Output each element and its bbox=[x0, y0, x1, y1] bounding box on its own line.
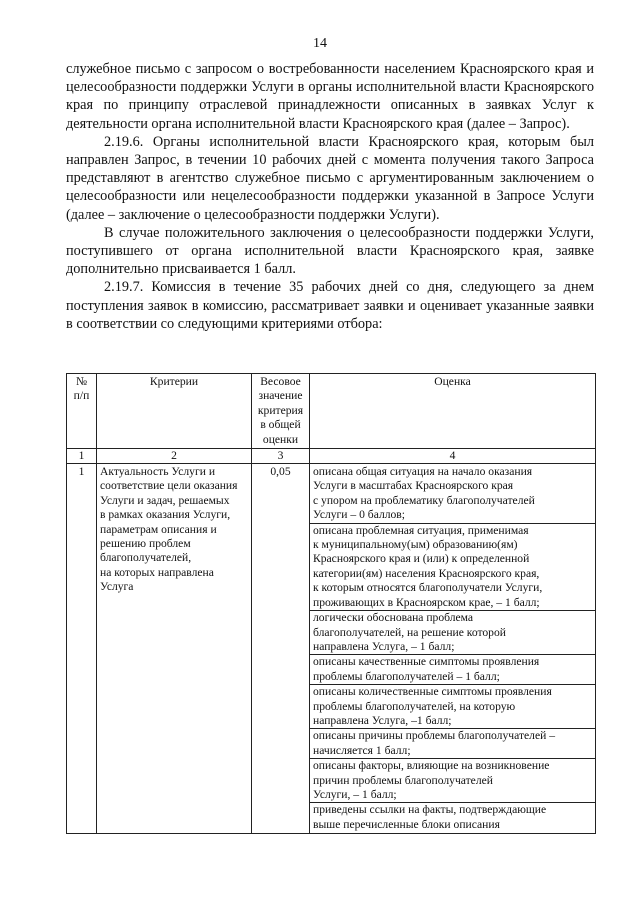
table-row bbox=[67, 464, 596, 834]
column-index: 2 bbox=[97, 449, 252, 464]
criteria-line: на которых направлена bbox=[100, 565, 214, 579]
score-line: описаны количественные симптомы проявления bbox=[310, 684, 595, 699]
paragraph: служебное письмо с запросом о востребованности населением Красноярского края и целесообразности поддержки Услуги в органы исполнительной власти Красноярского края по принципу отраслевой принадлежности описанных в заявках Услуг к деятельности органа исполнительной власти Красноярского края (далее – Запрос). bbox=[66, 61, 594, 132]
page-number: 14 bbox=[313, 36, 327, 51]
score-line: к которым относятся благополучатели Услуги, bbox=[313, 581, 543, 595]
criteria-line: решению проблем bbox=[100, 537, 191, 551]
score-line: направлена Услуга, – 1 балл; bbox=[313, 639, 455, 653]
score-line: Услуги в масштабах Красноярского края bbox=[313, 479, 514, 493]
criteria-line: параметрам описания и bbox=[100, 522, 217, 536]
row-weight: 0,05 bbox=[252, 464, 310, 834]
score-line: проблемы благополучателей, на которую bbox=[313, 699, 516, 713]
score-line: выше перечисленные блоки описания bbox=[313, 817, 500, 831]
score-line: с упором на проблематику благополучателей bbox=[313, 493, 535, 507]
score-line: к муниципальному(ым) образованию(ям) bbox=[313, 538, 518, 552]
criteria-line: соответствие цели оказания bbox=[100, 479, 238, 493]
header-weight: Весовое значение критерия в общей оценки bbox=[252, 374, 310, 449]
column-index-row bbox=[67, 449, 596, 464]
score-line: описана проблемная ситуация, применимая bbox=[310, 523, 595, 538]
row-score bbox=[310, 464, 596, 834]
score-line: приведены ссылки на факты, подтверждающие bbox=[310, 802, 595, 817]
criteria-line: Актуальность Услуги и bbox=[100, 465, 216, 479]
body-text bbox=[66, 60, 594, 333]
score-line: категории(ям) населения Красноярского края, bbox=[313, 566, 540, 580]
score-line: Услуги, – 1 балл; bbox=[313, 787, 397, 801]
score-line: описана общая ситуация на начало оказания bbox=[313, 465, 533, 479]
row-criteria bbox=[97, 464, 252, 834]
score-line: описаны качественные симптомы проявления bbox=[310, 654, 595, 669]
criteria-line: Услуга bbox=[100, 580, 134, 594]
column-index: 3 bbox=[252, 449, 310, 464]
criteria-line: в рамках оказания Услуги, bbox=[100, 508, 231, 522]
score-line: начисляется 1 балл; bbox=[313, 743, 411, 757]
score-line: благополучателей, на решение которой bbox=[313, 625, 506, 639]
table-header-row bbox=[67, 374, 596, 449]
score-line: описаны причины проблемы благополучателей – bbox=[310, 728, 595, 743]
score-line: логически обоснована проблема bbox=[310, 610, 595, 625]
score-line: причин проблемы благополучателей bbox=[313, 773, 493, 787]
score-line: проживающих в Красноярском крае, – 1 балл; bbox=[313, 595, 540, 609]
score-line: Услуги – 0 баллов; bbox=[313, 508, 406, 522]
score-line: проблемы благополучателей – 1 балл; bbox=[313, 669, 500, 683]
header-num: № п/п bbox=[67, 374, 97, 449]
row-num: 1 bbox=[67, 464, 97, 834]
paragraph: В случае положительного заключения о целесообразности поддержки Услуги, поступившего от органа исполнительной власти Красноярского края, заявке дополнительно присваивается 1 балл. bbox=[66, 224, 594, 278]
column-index: 4 bbox=[310, 449, 596, 464]
criteria-line: Услуги и задач, решаемых bbox=[100, 493, 230, 507]
header-score: Оценка bbox=[310, 374, 596, 449]
criteria-table bbox=[66, 373, 596, 834]
criteria-line: благополучателей, bbox=[100, 551, 192, 565]
paragraph: 2.19.7. Комиссия в течение 35 рабочих дней со дня, следующего за днем поступления заявок в комиссию, рассматривает заявки и оценивает указанные заявки в соответствии со следующими критериями отбора: bbox=[66, 279, 594, 332]
header-criteria: Критерии bbox=[97, 374, 252, 449]
score-line: описаны факторы, влияющие на возникновение bbox=[310, 758, 595, 773]
paragraph: 2.19.6. Органы исполнительной власти Красноярского края, которым был направлен Запрос, в течении 10 рабочих дней с момента получения такого Запроса представляют в агентство служебное письмо с аргументированным заключением о целесообразности или нецелесообразности поддержки указанной в Запросе Услуги (далее – заключение о целесообразности поддержки Услуги). bbox=[66, 133, 594, 223]
score-line: направлена Услуга, –1 балл; bbox=[313, 713, 452, 727]
score-line: Красноярского края и (или) к определенной bbox=[313, 552, 530, 566]
column-index: 1 bbox=[67, 449, 97, 464]
